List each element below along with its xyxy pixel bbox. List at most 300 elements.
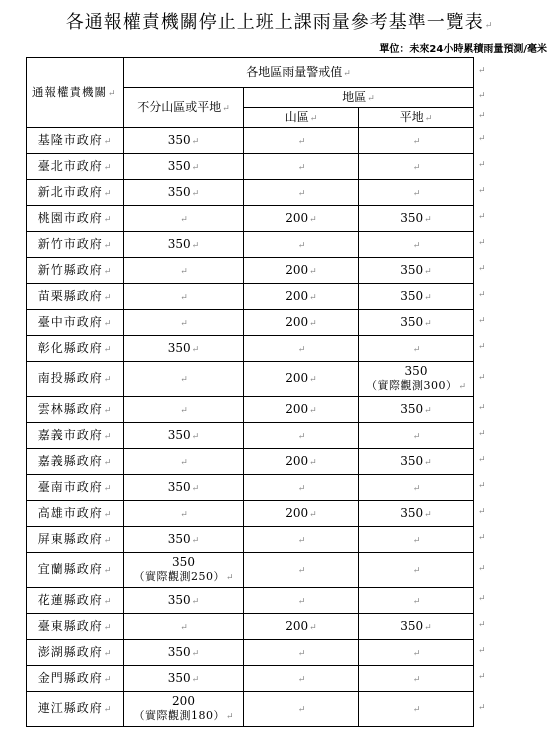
- paragraph-mark-icon: ↵: [412, 705, 421, 715]
- undivided-cell: [124, 128, 244, 154]
- paragraph-mark-icon: ↵: [103, 292, 113, 303]
- paragraph-mark-icon: ↵: [103, 457, 113, 468]
- agency-name: 基隆市政府: [37, 132, 103, 147]
- paragraph-mark-icon: ↵: [478, 160, 486, 170]
- plain-cell: [359, 640, 474, 666]
- mountain-cell: [244, 614, 359, 640]
- plain-cell: [359, 180, 474, 206]
- header-agency: [27, 58, 124, 128]
- paragraph-mark-icon: ↵: [297, 705, 306, 715]
- paragraph-mark-icon: ↵: [103, 431, 113, 442]
- mountain-cell: [244, 232, 359, 258]
- mountain-cell: [244, 180, 359, 206]
- table-row: [27, 666, 474, 692]
- plain-cell: [359, 449, 474, 475]
- table-row: [27, 362, 474, 397]
- agency-name: 苗栗縣政府: [37, 288, 103, 303]
- plain-cell-value: 350: [400, 314, 424, 329]
- paragraph-mark-icon: ↵: [412, 162, 421, 173]
- agency-cell: [27, 692, 124, 727]
- paragraph-mark-icon: ↵: [309, 509, 317, 520]
- mountain-cell: [244, 423, 359, 449]
- plain-cell-value: 350: [400, 401, 424, 416]
- paragraph-mark-icon: ↵: [103, 162, 113, 173]
- mountain-cell: [244, 206, 359, 232]
- paragraph-mark-icon: ↵: [103, 535, 113, 546]
- paragraph-mark-icon: ↵: [478, 212, 486, 222]
- agency-cell: [27, 588, 124, 614]
- agency-name: 新北市政府: [37, 184, 103, 199]
- undivided-cell: [124, 588, 244, 614]
- plain-cell: [359, 128, 474, 154]
- paragraph-mark-icon: ↵: [478, 238, 486, 248]
- agency-name: 嘉義縣政府: [37, 453, 103, 468]
- header-plain: [359, 108, 474, 128]
- paragraph-mark-icon: ↵: [478, 290, 486, 300]
- undivided-cell: [124, 640, 244, 666]
- mountain-cell: [244, 128, 359, 154]
- mountain-cell-value: 200: [285, 262, 309, 277]
- paragraph-mark-icon: ↵: [297, 535, 306, 546]
- agency-cell: [27, 475, 124, 501]
- plain-cell: [359, 553, 474, 588]
- table-row: [27, 501, 474, 527]
- undivided-cell: [124, 397, 244, 423]
- plain-cell: [359, 501, 474, 527]
- paragraph-mark-icon: ↵: [103, 375, 113, 385]
- undivided-cell: [124, 692, 244, 727]
- agency-cell: [27, 154, 124, 180]
- agency-name: 彰化縣政府: [37, 340, 103, 355]
- mountain-cell: [244, 397, 359, 423]
- paragraph-mark-icon: ↵: [103, 648, 113, 659]
- table-row: [27, 527, 474, 553]
- paragraph-mark-icon: ↵: [108, 88, 117, 99]
- agency-name: 金門縣政府: [37, 670, 103, 685]
- paragraph-mark-icon: ↵: [478, 91, 486, 101]
- paragraph-mark-icon: ↵: [180, 509, 188, 520]
- agency-cell: [27, 527, 124, 553]
- agency-cell: [27, 640, 124, 666]
- paragraph-mark-icon: ↵: [191, 483, 200, 494]
- table-row: [27, 397, 474, 423]
- paragraph-mark-icon: ↵: [343, 68, 351, 79]
- paragraph-mark-icon: ↵: [478, 134, 486, 144]
- agency-cell: [27, 614, 124, 640]
- agency-name: 雲林縣政府: [37, 401, 103, 416]
- paragraph-mark-icon: ↵: [297, 483, 306, 494]
- undivided-cell-value: 350: [167, 670, 191, 685]
- table-body: [27, 58, 474, 727]
- paragraph-mark-icon: ↵: [478, 111, 486, 121]
- paragraph-mark-icon: ↵: [191, 162, 200, 173]
- paragraph-mark-icon: ↵: [478, 455, 486, 465]
- paragraph-mark-icon: ↵: [412, 566, 421, 576]
- paragraph-mark-icon: ↵: [478, 429, 486, 439]
- agency-cell: [27, 501, 124, 527]
- paragraph-mark-icon: ↵: [478, 66, 486, 76]
- paragraph-mark-icon: ↵: [458, 382, 467, 392]
- table-row: [27, 258, 474, 284]
- threshold-table: [26, 57, 474, 727]
- mountain-cell: [244, 362, 359, 397]
- paragraph-mark-icon: ↵: [412, 596, 421, 607]
- mountain-cell: [244, 475, 359, 501]
- paragraph-mark-icon: ↵: [309, 405, 317, 416]
- agency-name: 臺中市政府: [37, 314, 103, 329]
- paragraph-mark-icon: ↵: [191, 535, 200, 546]
- header-area: [244, 88, 474, 108]
- paragraph-mark-icon: ↵: [424, 405, 432, 416]
- paragraph-mark-icon: ↵: [297, 344, 306, 355]
- paragraph-mark-icon: ↵: [297, 136, 306, 147]
- undivided-cell-note: （實際觀測180）: [133, 709, 225, 722]
- mountain-cell: [244, 449, 359, 475]
- undivided-cell: [124, 336, 244, 362]
- header-alert-text: 各地區雨量警戒值: [246, 64, 343, 79]
- paragraph-mark-icon: ↵: [103, 566, 113, 576]
- mountain-cell-value: 200: [285, 618, 309, 633]
- agency-cell: [27, 310, 124, 336]
- paragraph-mark-icon: ↵: [478, 507, 486, 517]
- plain-cell: [359, 588, 474, 614]
- undivided-cell: [124, 154, 244, 180]
- paragraph-mark-icon: ↵: [484, 21, 494, 31]
- paragraph-mark-icon: ↵: [424, 266, 432, 277]
- agency-name: 桃園市政府: [37, 210, 103, 225]
- mountain-cell: [244, 336, 359, 362]
- agency-cell: [27, 258, 124, 284]
- agency-name: 臺南市政府: [37, 479, 103, 494]
- paragraph-mark-icon: ↵: [297, 431, 306, 442]
- paragraph-mark-icon: ↵: [103, 136, 113, 147]
- paragraph-mark-icon: ↵: [412, 648, 421, 659]
- agency-cell: [27, 397, 124, 423]
- paragraph-mark-icon: ↵: [103, 214, 113, 225]
- plain-cell: [359, 258, 474, 284]
- header-alert: [124, 58, 474, 88]
- paragraph-mark-icon: ↵: [478, 186, 486, 196]
- table-row: [27, 423, 474, 449]
- undivided-cell: [124, 666, 244, 692]
- paragraph-mark-icon: ↵: [424, 214, 432, 225]
- paragraph-mark-icon: ↵: [478, 372, 486, 383]
- title-text: 各通報權責機關停止上班上課雨量參考基準一覽表: [65, 12, 484, 33]
- table-row: [27, 310, 474, 336]
- agency-name: 嘉義市政府: [37, 427, 103, 442]
- plain-cell-value: 350: [400, 288, 424, 303]
- paragraph-mark-icon: ↵: [412, 136, 421, 147]
- paragraph-mark-icon: ↵: [180, 622, 188, 633]
- paragraph-mark-icon: ↵: [309, 622, 317, 633]
- paragraph-mark-icon: ↵: [478, 342, 486, 352]
- paragraph-mark-icon: ↵: [103, 266, 113, 277]
- undivided-cell-value: 350: [167, 340, 191, 355]
- paragraph-mark-icon: ↵: [297, 648, 306, 659]
- paragraph-mark-icon: ↵: [103, 509, 113, 520]
- table-row: [27, 640, 474, 666]
- mountain-cell: [244, 692, 359, 727]
- plain-cell: [359, 397, 474, 423]
- paragraph-mark-icon: ↵: [103, 240, 113, 251]
- paragraph-mark-icon: ↵: [191, 136, 200, 147]
- plain-cell: [359, 362, 474, 397]
- mountain-cell-value: 200: [285, 288, 309, 303]
- agency-cell: [27, 232, 124, 258]
- header-plain-text: 平地: [399, 109, 424, 124]
- table-row: [27, 614, 474, 640]
- table-row: [27, 284, 474, 310]
- mountain-cell: [244, 640, 359, 666]
- paragraph-mark-icon: ↵: [412, 483, 421, 494]
- paragraph-mark-icon: ↵: [180, 292, 188, 303]
- undivided-cell: [124, 232, 244, 258]
- plain-cell: [359, 284, 474, 310]
- paragraph-mark-icon: ↵: [103, 344, 113, 355]
- undivided-cell-value: 350: [167, 184, 191, 199]
- paragraph-mark-icon: ↵: [103, 596, 113, 607]
- table-row: [27, 336, 474, 362]
- plain-cell: [359, 614, 474, 640]
- mountain-cell: [244, 284, 359, 310]
- unit-note: 單位：未來24小時累積雨量預測/毫米: [379, 44, 547, 55]
- plain-cell-value: 350: [404, 364, 428, 378]
- undivided-cell-value: 350: [167, 427, 191, 442]
- paragraph-mark-icon: ↵: [180, 214, 188, 225]
- paragraph-mark-icon: ↵: [412, 431, 421, 442]
- table-row: [27, 128, 474, 154]
- plain-cell-value: 350: [400, 505, 424, 520]
- paragraph-mark-icon: ↵: [478, 672, 486, 682]
- mountain-cell: [244, 501, 359, 527]
- mountain-cell-value: 200: [285, 401, 309, 416]
- paragraph-mark-icon: ↵: [180, 375, 188, 385]
- agency-cell: [27, 128, 124, 154]
- agency-cell: [27, 180, 124, 206]
- paragraph-mark-icon: ↵: [424, 457, 432, 468]
- header-mountain: [244, 108, 359, 128]
- agency-name: 臺東縣政府: [37, 618, 103, 633]
- undivided-cell: [124, 449, 244, 475]
- plain-cell: [359, 666, 474, 692]
- undivided-cell: [124, 501, 244, 527]
- paragraph-mark-icon: ↵: [309, 266, 317, 277]
- agency-cell: [27, 336, 124, 362]
- paragraph-mark-icon: ↵: [297, 188, 306, 199]
- agency-name: 連江縣政府: [37, 701, 103, 715]
- mountain-cell-value: 200: [285, 505, 309, 520]
- agency-cell: [27, 206, 124, 232]
- paragraph-mark-icon: ↵: [424, 509, 432, 520]
- paragraph-mark-icon: ↵: [478, 481, 486, 491]
- paragraph-mark-icon: ↵: [191, 344, 200, 355]
- paragraph-mark-icon: ↵: [225, 573, 234, 583]
- mountain-cell-value: 200: [285, 314, 309, 329]
- table-row: [27, 206, 474, 232]
- undivided-cell: [124, 284, 244, 310]
- paragraph-mark-icon: ↵: [367, 93, 375, 104]
- plain-cell: [359, 154, 474, 180]
- agency-name: 新竹縣政府: [37, 262, 103, 277]
- paragraph-mark-icon: ↵: [180, 457, 188, 468]
- undivided-cell: [124, 362, 244, 397]
- paragraph-mark-icon: ↵: [309, 214, 317, 225]
- paragraph-mark-icon: ↵: [309, 457, 317, 468]
- mountain-cell-value: 200: [285, 371, 309, 385]
- agency-name: 臺北市政府: [37, 158, 103, 173]
- paragraph-mark-icon: ↵: [297, 674, 306, 685]
- header-undivided-text: 不分山區或平地: [137, 99, 222, 114]
- paragraph-mark-icon: ↵: [222, 103, 230, 114]
- paragraph-mark-icon: ↵: [103, 674, 113, 685]
- plain-cell-note: （實際觀測300）: [365, 379, 458, 392]
- mountain-cell: [244, 588, 359, 614]
- table-row: [27, 553, 474, 588]
- table-row: [27, 588, 474, 614]
- paragraph-mark-icon: ↵: [424, 622, 432, 633]
- undivided-cell-value: 350: [167, 644, 191, 659]
- plain-cell-value: 350: [400, 618, 424, 633]
- table-row: [27, 449, 474, 475]
- paragraph-mark-icon: ↵: [225, 712, 234, 722]
- undivided-cell: [124, 180, 244, 206]
- undivided-cell-value: 200: [172, 694, 195, 708]
- paragraph-mark-icon: ↵: [478, 403, 486, 413]
- page-title: [0, 8, 559, 34]
- paragraph-mark-icon: ↵: [103, 318, 113, 329]
- paragraph-mark-icon: ↵: [478, 563, 486, 574]
- agency-cell: [27, 423, 124, 449]
- paragraph-mark-icon: ↵: [191, 188, 200, 199]
- undivided-cell: [124, 475, 244, 501]
- plain-cell-value: 350: [400, 453, 424, 468]
- plain-cell: [359, 527, 474, 553]
- undivided-cell-value: 350: [172, 555, 195, 569]
- undivided-cell: [124, 553, 244, 588]
- paragraph-mark-icon: ↵: [103, 188, 113, 199]
- header-area-text: 地區: [342, 89, 367, 104]
- undivided-cell-value: 350: [167, 531, 191, 546]
- mountain-cell: [244, 310, 359, 336]
- paragraph-mark-icon: ↵: [191, 240, 200, 251]
- undivided-cell-value: 350: [167, 158, 191, 173]
- plain-cell: [359, 206, 474, 232]
- paragraph-mark-icon: ↵: [103, 483, 113, 494]
- plain-cell-value: 350: [400, 262, 424, 277]
- table-row: [27, 180, 474, 206]
- mountain-cell-value: 200: [285, 210, 309, 225]
- paragraph-mark-icon: ↵: [424, 318, 432, 329]
- undivided-cell: [124, 527, 244, 553]
- plain-cell: [359, 232, 474, 258]
- paragraph-mark-icon: ↵: [478, 533, 486, 543]
- paragraph-mark-icon: ↵: [309, 318, 317, 329]
- undivided-cell-value: 350: [167, 236, 191, 251]
- agency-cell: [27, 666, 124, 692]
- mountain-cell: [244, 154, 359, 180]
- paragraph-mark-icon: ↵: [478, 620, 486, 630]
- agency-name: 宜蘭縣政府: [37, 562, 103, 576]
- mountain-cell-value: 200: [285, 453, 309, 468]
- paragraph-mark-icon: ↵: [478, 316, 486, 326]
- agency-name: 花蓮縣政府: [37, 592, 103, 607]
- paragraph-mark-icon: ↵: [191, 648, 200, 659]
- plain-cell: [359, 475, 474, 501]
- header-row-1: [27, 58, 474, 88]
- table-row: [27, 154, 474, 180]
- agency-cell: [27, 362, 124, 397]
- mountain-cell: [244, 553, 359, 588]
- agency-cell: [27, 449, 124, 475]
- table-row: [27, 232, 474, 258]
- paragraph-mark-icon: ↵: [424, 292, 432, 303]
- agency-name: 屏東縣政府: [37, 531, 103, 546]
- paragraph-mark-icon: ↵: [180, 318, 188, 329]
- plain-cell-value: 350: [400, 210, 424, 225]
- paragraph-mark-icon: ↵: [424, 113, 433, 124]
- paragraph-mark-icon: ↵: [412, 188, 421, 199]
- undivided-cell: [124, 423, 244, 449]
- undivided-cell-value: 350: [167, 592, 191, 607]
- paragraph-mark-icon: ↵: [180, 405, 188, 416]
- agency-cell: [27, 553, 124, 588]
- paragraph-mark-icon: ↵: [297, 566, 306, 576]
- paragraph-mark-icon: ↵: [180, 266, 188, 277]
- paragraph-mark-icon: ↵: [297, 162, 306, 173]
- paragraph-mark-icon: ↵: [412, 240, 421, 251]
- mountain-cell: [244, 666, 359, 692]
- plain-cell: [359, 310, 474, 336]
- undivided-cell: [124, 206, 244, 232]
- mountain-cell: [244, 527, 359, 553]
- paragraph-mark-icon: ↵: [478, 264, 486, 274]
- paragraph-mark-icon: ↵: [478, 702, 486, 713]
- header-agency-text: 通報權責機關: [32, 84, 107, 99]
- paragraph-mark-icon: ↵: [412, 344, 421, 355]
- paragraph-mark-icon: ↵: [191, 431, 200, 442]
- paragraph-mark-icon: ↵: [412, 674, 421, 685]
- paragraph-mark-icon: ↵: [297, 596, 306, 607]
- agency-name: 澎湖縣政府: [37, 644, 103, 659]
- agency-name: 南投縣政府: [37, 371, 103, 385]
- undivided-cell-value: 350: [167, 132, 191, 147]
- paragraph-mark-icon: ↵: [309, 113, 318, 124]
- paragraph-mark-icon: ↵: [103, 622, 113, 633]
- paragraph-mark-icon: ↵: [309, 292, 317, 303]
- header-undivided: [124, 88, 244, 128]
- undivided-cell-value: 350: [167, 479, 191, 494]
- undivided-cell: [124, 614, 244, 640]
- paragraph-mark-icon: ↵: [412, 535, 421, 546]
- paragraph-mark-icon: ↵: [103, 705, 113, 715]
- agency-name: 高雄市政府: [37, 505, 103, 520]
- paragraph-mark-icon: ↵: [478, 646, 486, 656]
- table-row: [27, 475, 474, 501]
- agency-name: 新竹市政府: [37, 236, 103, 251]
- plain-cell: [359, 336, 474, 362]
- undivided-cell: [124, 258, 244, 284]
- mountain-cell: [244, 258, 359, 284]
- paragraph-mark-icon: ↵: [191, 596, 200, 607]
- paragraph-mark-icon: ↵: [103, 405, 113, 416]
- plain-cell: [359, 423, 474, 449]
- paragraph-mark-icon: ↵: [191, 674, 200, 685]
- table-row: [27, 692, 474, 727]
- paragraph-mark-icon: ↵: [478, 594, 486, 604]
- header-mountain-text: 山區: [284, 109, 309, 124]
- agency-cell: [27, 284, 124, 310]
- paragraph-mark-icon: ↵: [309, 375, 317, 385]
